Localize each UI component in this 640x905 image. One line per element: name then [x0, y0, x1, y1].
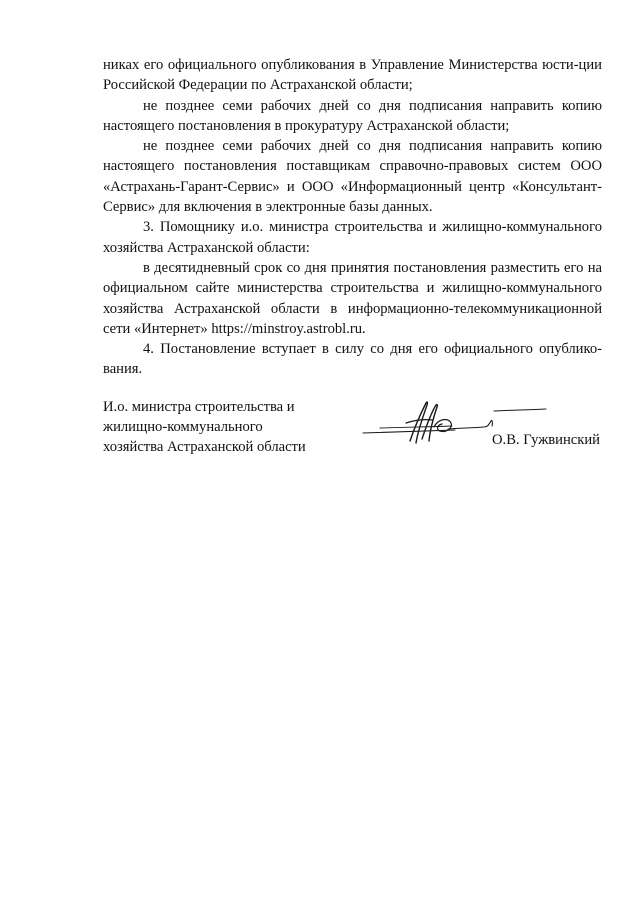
- paragraph-publication-justice: никах его официального опубликования в Управление Министерства юсти-ции Российской Федерации по Астраханской области;: [103, 57, 602, 94]
- signature-block: [103, 397, 602, 457]
- paragraph-website-posting: в десятидневный срок со дня принятия постановления разместить его на официальном сайте министерства строительства и жилищно-коммунального хозяйства Астраханской области в информационно-телекоммуникационной сети «Интернет» https://minstroy.astrobl.ru.: [103, 259, 602, 337]
- signatory-position-line: И.о. министра строительства и: [103, 399, 295, 415]
- signatory-name: О.В. Гужвинский: [492, 432, 600, 448]
- paragraph-prosecutor-copy: не позднее семи рабочих дней со дня подписания направить копию настоящего постановления в прокуратуру Астраханской области;: [103, 97, 602, 134]
- paragraph-legal-systems-copy: не позднее семи рабочих дней со дня подписания направить копию настоящего постановления поставщикам справочно-правовых систем ООО «Астрахань-Гарант-Сервис» и ООО «Информационный центр «Консультант-Сервис» для включения в электронные базы данных.: [103, 138, 602, 216]
- signatory-position-line: жилищно-коммунального: [103, 419, 263, 435]
- paragraph-item-4: 4. Постановление вступает в силу со дня его официального опублико-вания.: [103, 341, 602, 378]
- document-body: [103, 55, 602, 380]
- signatory-position-line: хозяйства Астраханской области: [103, 439, 306, 455]
- paragraph-item-3: 3. Помощнику и.о. министра строительства и жилищно-коммунального хозяйства Астраханской области:: [103, 219, 602, 256]
- signatory-position: [103, 397, 363, 457]
